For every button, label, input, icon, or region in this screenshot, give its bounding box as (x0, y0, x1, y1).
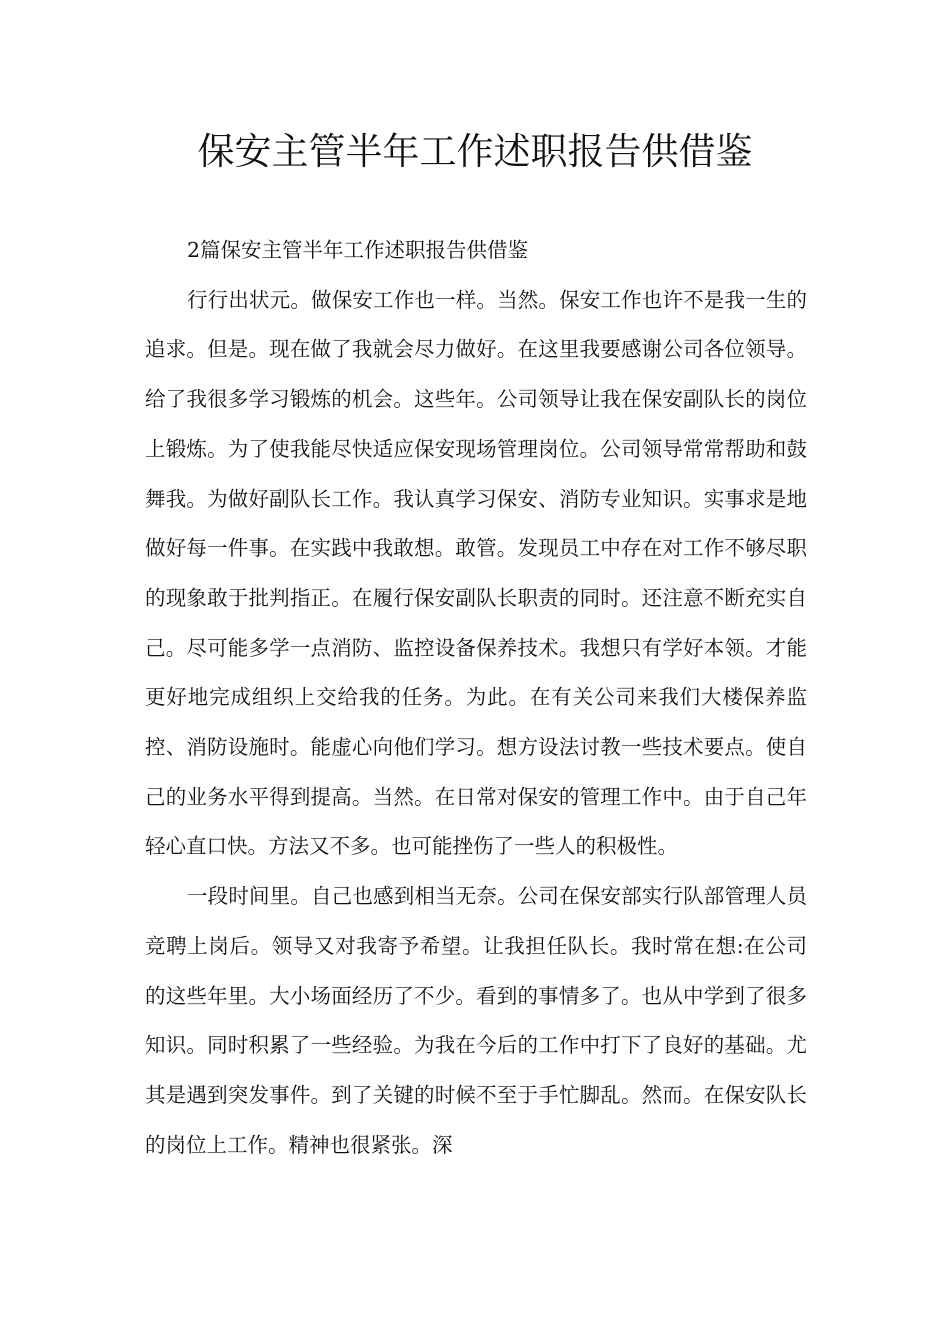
document-subtitle: 2篇保安主管半年工作述职报告供借鉴 (187, 238, 529, 262)
paragraph-1: 行行出状元。做保安工作也一样。当然。保安工作也许不是我一生的追求。但是。现在做了我就会尽力做好。在这里我要感谢公司各位领导。给了我很多学习锻炼的机会。这些年。公司领导让我在保安副队长的岗位上锻炼。为了使我能尽快适应保安现场管理岗位。公司领导常常帮助和鼓舞我。为做好副队长工作。我认真学习保安、消防专业知识。实事求是地做好每一件事。在实践中我敢想。敢管。发现员工中存在对工作不够尽职的现象敢于批判指正。在履行保安副队长职责的同时。还注意不断充实自己。尽可能多学一点消防、监控设备保养技术。我想只有学好本领。才能更好地完成组织上交给我的任务。为此。在有关公司来我们大楼保养监控、消防设施时。能虚心向他们学习。想方设法讨教一些技术要点。使自己的业务水平得到提高。当然。在日常对保安的管理工作中。由于自己年轻心直口快。方法又不多。也可能挫伤了一些人的积极性。 (145, 287, 807, 859)
document-title: 保安主管半年工作述职报告供借鉴 (197, 130, 753, 173)
document-body (145, 226, 807, 1170)
paragraph-2: 一段时间里。自己也感到相当无奈。公司在保安部实行队部管理人员竞聘上岗后。领导又对我寄予希望。让我担任队长。我时常在想:在公司的这些年里。大小场面经历了不少。看到的事情多了。也从中学到了很多知识。同时积累了一些经验。为我在今后的工作中打下了良好的基础。尤其是遇到突发事件。到了关键的时候不至于手忙脚乱。然而。在保安队长的岗位上工作。精神也很紧张。深 (145, 884, 807, 1157)
